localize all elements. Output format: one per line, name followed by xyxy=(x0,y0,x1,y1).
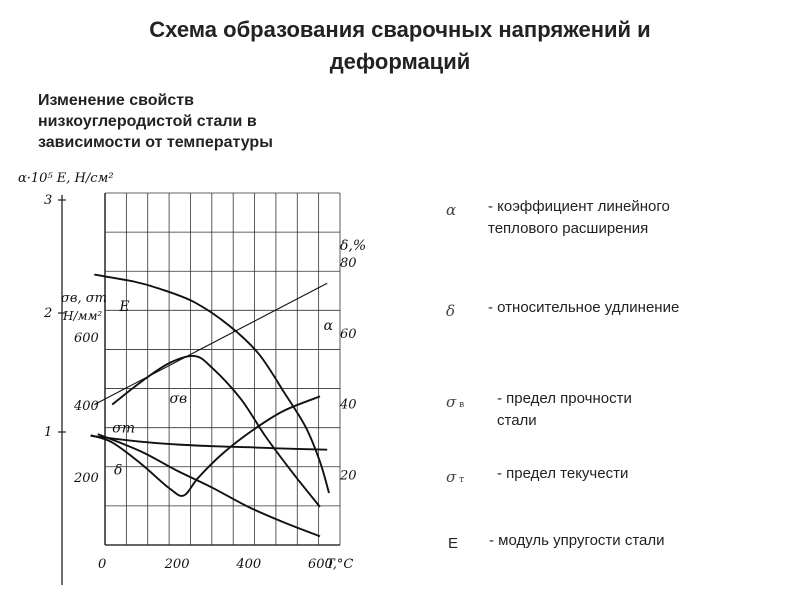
legend-symbol-subscript: в xyxy=(456,400,465,410)
legend-text-line1: - коэффициент линейного xyxy=(488,198,670,215)
curve-label-δ: δ xyxy=(113,462,123,479)
curve-label-σв: σв xyxy=(169,390,188,407)
right-tick-label: 60 xyxy=(340,326,357,342)
right-tick-label: 80 xyxy=(340,256,357,271)
inner-left-axis-unit: Н/мм² xyxy=(63,309,103,323)
x-tick-label: 400 xyxy=(236,557,262,572)
x-axis-label: T,°C xyxy=(326,557,354,572)
legend-symbol: E xyxy=(448,535,459,552)
legend-symbol-subscript: т xyxy=(456,475,465,485)
x-tick-label: 0 xyxy=(98,557,107,572)
legend-symbol: σ т xyxy=(446,468,465,486)
inner-left-tick-label: 400 xyxy=(74,399,99,414)
chart-caption-line1: Изменение свойств xyxy=(38,92,194,109)
legend-text-line2: теплового расширения xyxy=(488,220,649,237)
legend-text xyxy=(488,297,679,319)
right-tick-label: 20 xyxy=(340,468,357,484)
legend-symbol: δ xyxy=(446,302,456,320)
chart-labels xyxy=(18,171,366,572)
slide-title-line1: Схема образования сварочных напряжений и xyxy=(149,17,651,42)
legend-text-line1: - относительное удлинение xyxy=(488,299,680,316)
chart-caption-line2: низкоуглеродистой стали в xyxy=(38,113,257,130)
legend-text xyxy=(489,530,665,552)
outer-left-axis-label: α·10⁵ E, Н/см² xyxy=(18,171,114,186)
outer-left-tick-label: 3 xyxy=(44,193,53,208)
right-tick-label: 40 xyxy=(340,397,357,413)
inner-left-tick-label: 200 xyxy=(74,471,99,486)
legend-symbol: α xyxy=(446,201,457,219)
slide-title-line2: деформаций xyxy=(329,49,471,74)
chart-caption-line3: зависимости от температуры xyxy=(38,134,273,151)
inner-left-tick-label: 600 xyxy=(74,331,99,346)
legend-text xyxy=(497,388,632,432)
curve-label-E: E xyxy=(119,299,130,315)
legend-text-line1: - предел текучести xyxy=(497,465,629,482)
outer-left-tick-label: 1 xyxy=(44,425,53,440)
legend-symbol: σ в xyxy=(446,393,465,411)
legend-text-line1: - модуль упругости стали xyxy=(489,532,665,549)
legend-text-line1: - предел прочности xyxy=(497,390,632,407)
right-axis-label: δ,% xyxy=(340,238,367,254)
curve-label-σт: σт xyxy=(112,420,136,437)
legend-text xyxy=(497,463,628,485)
inner-left-axis-label: σв, σт xyxy=(61,291,107,306)
curve-label-α: α xyxy=(323,318,334,335)
chart-axes xyxy=(58,195,66,585)
x-tick-label: 200 xyxy=(164,557,190,572)
x-tick-label: 600 xyxy=(308,557,333,572)
legend-text xyxy=(488,196,670,240)
legend-text-line2: стали xyxy=(497,412,537,429)
outer-left-tick-label: 2 xyxy=(44,306,53,321)
